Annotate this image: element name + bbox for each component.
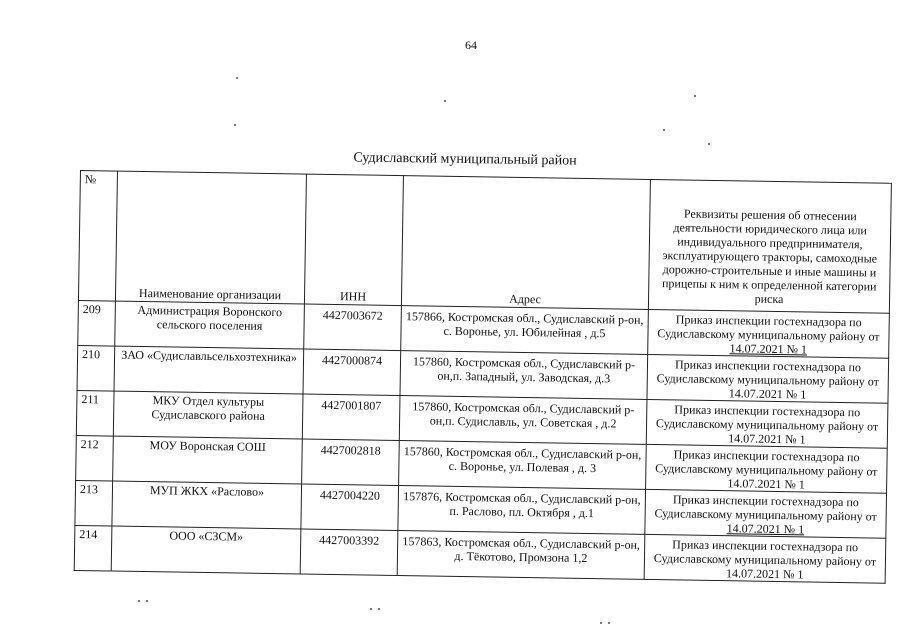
section-title: Судиславский муниципальный район	[353, 150, 577, 169]
row-num: 214	[74, 525, 112, 571]
row-inn: 4427003392	[300, 529, 398, 576]
row-inn: 4427001807	[302, 394, 400, 441]
row-order: Приказ инспекции гостехнадзора по Судиславскому муниципальному району от	[653, 537, 877, 569]
row-num: 212	[76, 435, 114, 481]
row-address: 157860, Костромская обл., Судиславский р-он,п. Судиславль, ул. Советская , д.2	[399, 396, 647, 445]
row-inn: 4427000874	[303, 349, 401, 396]
row-address: 157866, Костромская обл., Судиславский р-он, с. Воронье, ул. Юбилейная , д.5	[401, 306, 649, 355]
table-header-row	[78, 171, 891, 314]
scan-speck	[378, 608, 380, 610]
row-num: 213	[75, 480, 113, 526]
row-address: 157860, Костромская обл., Судиславский р-он, с. Воронье, ул. Полевая , д. 3	[399, 441, 647, 490]
row-address: 157860, Костромская обл., Судиславский р-он,п. Западный, ул. Заводская, д.3	[400, 351, 648, 400]
row-requisites	[647, 354, 889, 403]
row-order-date: 14.07.2021 № 1	[728, 386, 807, 402]
row-order-date: 14.07.2021 № 1	[728, 431, 806, 447]
row-num: 210	[77, 345, 115, 391]
row-requisites	[646, 444, 888, 493]
row-num: 211	[76, 390, 114, 436]
scan-speck	[694, 95, 696, 97]
row-name: МУП ЖКХ «Раслово»	[112, 481, 302, 529]
scan-speck	[608, 622, 610, 624]
scan-speck	[146, 600, 148, 602]
row-order: Приказ инспекции гостехнадзора по Судиславскому муниципальному району от	[656, 357, 880, 389]
scan-speck	[444, 100, 446, 102]
scan-speck	[708, 143, 710, 145]
row-num: 209	[78, 300, 116, 346]
row-address: 157863, Костромская обл., Судиславский р-он, д. Тёкотово, Промзона 1,2	[397, 531, 645, 580]
row-inn: 4427004220	[301, 484, 399, 531]
row-order: Приказ инспекции гостехнадзора по Судиславскому муниципальному району от	[655, 402, 879, 434]
scan-speck	[370, 608, 372, 610]
header-inn: ИНН	[304, 174, 403, 306]
organizations-table	[74, 170, 892, 584]
row-requisites	[644, 534, 886, 583]
row-order-date: 14.07.2021 № 1	[725, 566, 804, 582]
scan-speck	[138, 600, 140, 602]
scan-speck	[234, 124, 236, 126]
row-order-date: 14.07.2021 № 1	[727, 476, 805, 492]
row-inn: 4427003672	[304, 304, 402, 351]
scan-speck	[236, 77, 238, 79]
row-name: ЗАО «Судиславльсельхозтехника»	[114, 346, 304, 394]
row-name: МКУ Отдел культуры Судиславского района	[113, 391, 303, 439]
row-name: МОУ Воронская СОШ	[113, 436, 303, 484]
row-order: Приказ инспекции гостехнадзора по Судиславскому муниципальному району от	[657, 312, 880, 344]
header-num: №	[78, 171, 117, 302]
header-address: Адрес	[401, 176, 650, 310]
scan-speck	[663, 129, 665, 131]
row-inn: 4427002818	[302, 439, 400, 486]
row-requisites	[646, 399, 888, 448]
header-requisites: Реквизиты решения об отнесении деятельности юридического лица или индивидуального предпринимателя, эксплуатирующего тракторы, самоходные дорожно-строительные и иные машины и прицепы к ним к определенной категории риска	[648, 179, 891, 313]
page-number: 64	[465, 38, 477, 52]
scan-speck	[600, 622, 602, 624]
row-order-date: 14.07.2021 № 1	[729, 341, 808, 357]
row-requisites	[648, 309, 890, 358]
row-order: Приказ инспекции гостехнадзора по Судиславскому муниципальному району от	[655, 447, 878, 479]
organizations-table-wrap	[74, 170, 892, 584]
header-name: Наименование организации	[115, 171, 306, 304]
row-name: Администрация Воронского сельского поселения	[115, 301, 305, 349]
row-requisites	[645, 489, 887, 538]
row-name: ООО «СЗСМ»	[111, 526, 301, 574]
row-order-date: 14.07.2021 № 1	[726, 521, 805, 537]
row-order: Приказ инспекции гостехнадзора по Судиславскому муниципальному району от	[654, 492, 877, 524]
row-address: 157876, Костромская обл., Судиславский р-он, п. Раслово, пл. Октября , д.1	[398, 486, 646, 535]
